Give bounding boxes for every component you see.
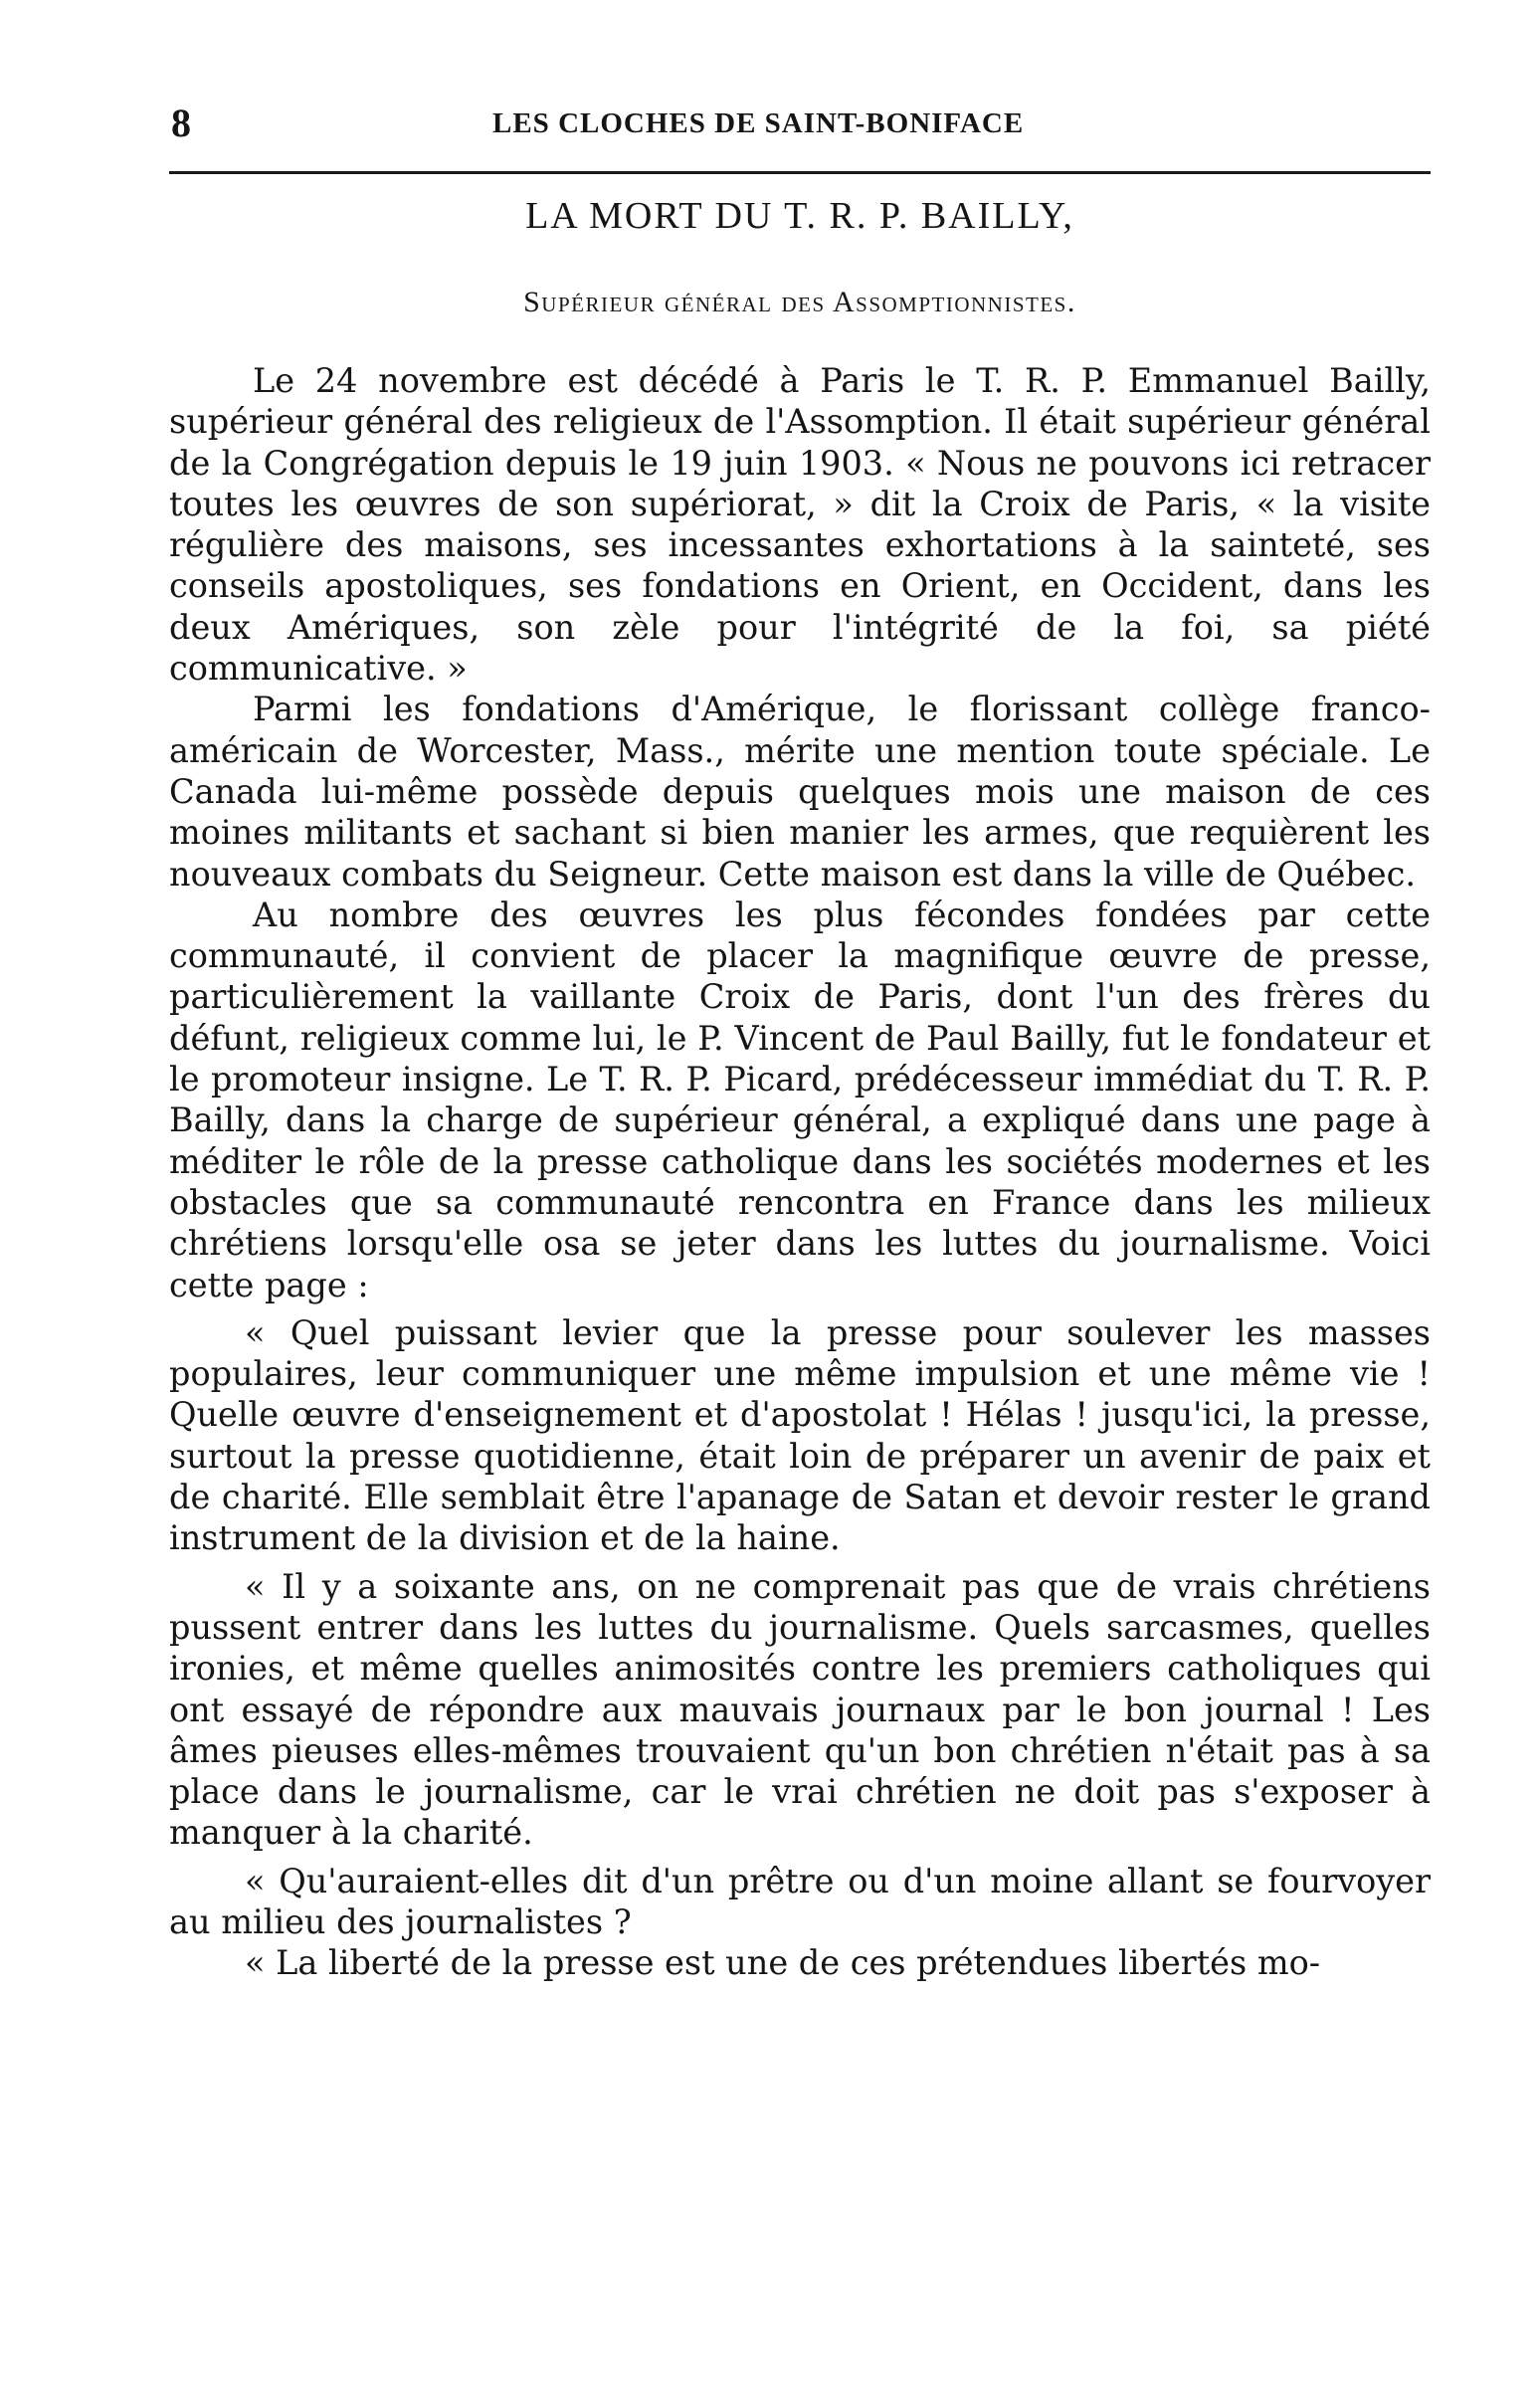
paragraph: Au nombre des œuvres les plus fécondes fondées par cette communauté, il convient de placer la magnifique œuvre de presse, particulièrement la vaillante Croix de Paris, dont l'un des frères du défunt, religieux comme lui, le P. Vincent de Paul Bailly, fut le fondateur et le promoteur insigne. Le T. R. P. Picard, prédécesseur immédiat du T. R. P. Bailly, dans la charge de supérieur général, a expliqué dans une page à méditer le rôle de la presse catholique dans les sociétés modernes et les obstacles que sa communauté rencontra en France dans les milieux chrétiens lorsqu'elle osa se jeter dans les luttes du journalisme. Voici cette page : [169, 895, 1431, 1304]
paragraph: Parmi les fondations d'Amérique, le florissant collège franco-américain de Worcester, Mass., mérite une mention toute spéciale. Le Canada lui-même possède depuis quelques mois une maison de ces moines militants et sachant si bien manier les armes, que requièrent les nouveaux combats du Seigneur. Cette maison est dans la ville de Québec. [169, 690, 1431, 894]
page-number: 8 [171, 100, 191, 145]
article-subtitle: Supérieur général des Assomptionnistes. [523, 286, 1076, 318]
quoted-paragraph: « Quel puissant levier que la presse pour soulever les masses populaires, leur communiquer une même impulsion et une même vie ! Quelle œuvre d'enseignement et d'apostolat ! Hélas ! jusqu'ici, la presse, surtout la presse quotidienne, était loin de préparer un avenir de paix et de charité. Elle semblait être l'apanage de Satan et devoir rester le grand instrument de la division et de la haine. [169, 1312, 1431, 1558]
quoted-paragraph: « La liberté de la presse est une de ces prétendues libertés mo- [245, 1943, 1321, 1983]
header-rule [169, 171, 1431, 174]
running-header [169, 100, 1431, 149]
quoted-paragraph: « Qu'auraient-elles dit d'un prêtre ou d'un moine allant se fourvoyer au milieu des journalistes ? [169, 1861, 1431, 1941]
paragraph: Le 24 novembre est décédé à Paris le T. R. P. Emmanuel Bailly, supérieur général des religieux de l'Assomption. Il était supérieur général de la Congrégation depuis le 19 juin 1903. « Nous ne pouvons ici retracer toutes les œuvres de son supériorat, » dit la Croix de Paris, « la visite régulière des maisons, ses incessantes exhortations à la sainteté, ses conseils apostoliques, ses fondations en Orient, en Occident, dans les deux Amériques, son zèle pour l'intégrité de la foi, sa piété communicative. » [169, 361, 1431, 689]
article-body [169, 360, 1431, 1984]
journal-title: LES CLOCHES DE SAINT-BONIFACE [492, 107, 1025, 139]
article-title: LA MORT DU T. R. P. BAILLY, [525, 195, 1074, 237]
quoted-paragraph: « Il y a soixante ans, on ne comprenait pas que de vrais chrétiens pussent entrer dans les luttes du journalisme. Quels sarcasmes, quelles ironies, et même quelles animosités contre les premiers catholiques qui ont essayé de répondre aux mauvais journaux par le bon journal ! Les âmes pieuses elles-mêmes trouvaient qu'un bon chrétien n'était pas à sa place dans le journalisme, car le vrai chrétien ne doit pas s'exposer à manquer à la charité. [169, 1566, 1431, 1853]
